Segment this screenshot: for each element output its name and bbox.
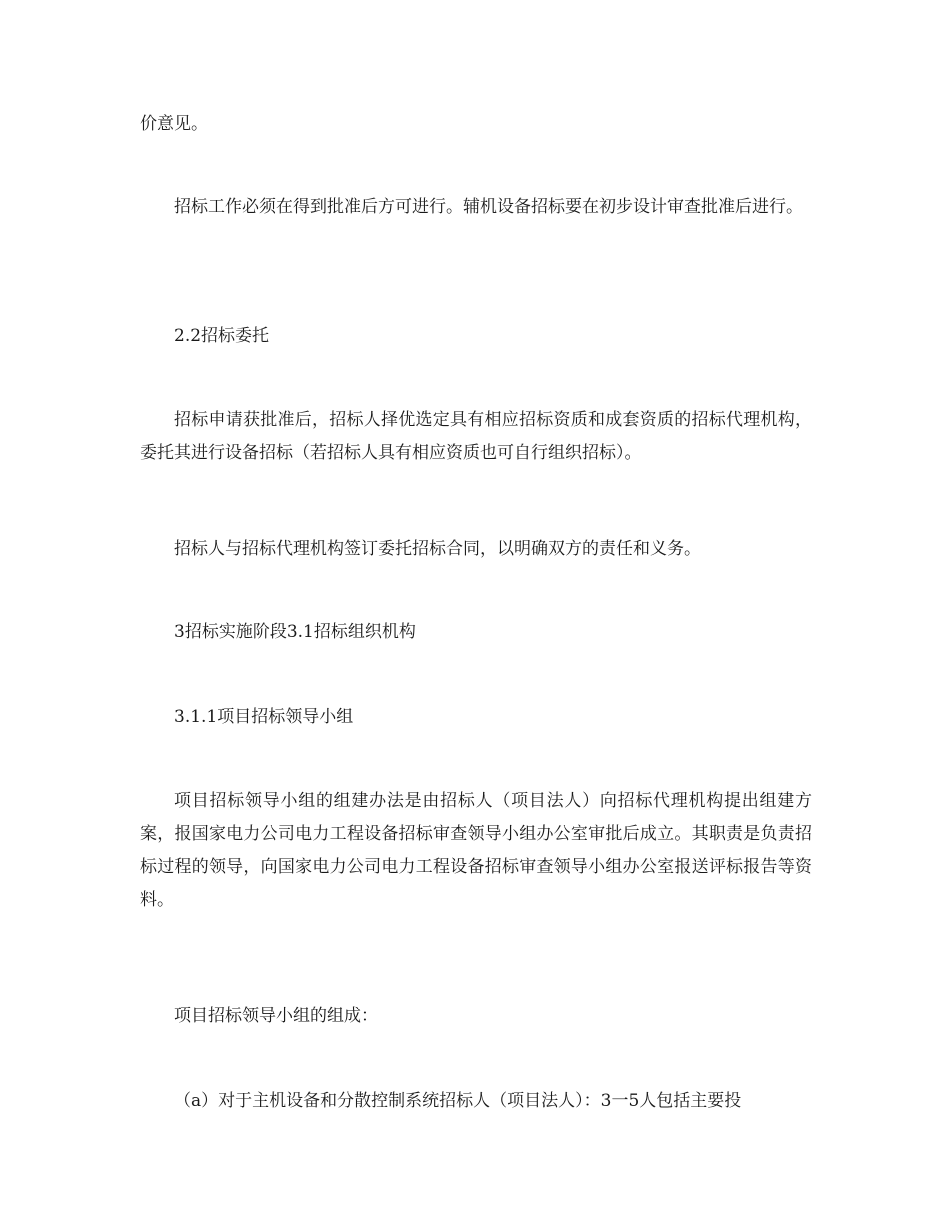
paragraph-continuation: 价意见。 bbox=[140, 114, 208, 134]
paragraph-group-composition: 项目招标领导小组的组成： bbox=[174, 1006, 378, 1026]
section-heading-3-1-1: 3.1.1项目招标领导小组 bbox=[174, 707, 354, 727]
paragraph-approval: 招标工作必须在得到批准后方可进行。辅机设备招标要在初步设计审查批准后进行。 bbox=[174, 197, 803, 217]
paragraph-contract: 招标人与招标代理机构签订委托招标合同，以明确双方的责任和义务。 bbox=[174, 539, 701, 559]
list-item-a: （a）对于主机设备和分散控制系统招标人（项目法人）：3一5人包括主要投 bbox=[174, 1091, 742, 1111]
paragraph-leadership-group: 项目招标领导小组的组建办法是由招标人（项目法人）向招标代理机构提出组建方案，报国家电力公司电力工程设备招标审查领导小组办公室审批后成立。其职责是负责招标过程的领导，向国家电力公司电力工程设备招标审查领导小组办公室报送评标报告等资料。 bbox=[140, 791, 812, 910]
paragraph-delegation: 招标申请获批准后，招标人择优选定具有相应招标资质和成套资质的招标代理机构，委托其进行设备招标（若招标人具有相应资质也可自行组织招标）。 bbox=[140, 410, 812, 463]
section-heading-2-2: 2.2招标委托 bbox=[174, 326, 270, 346]
section-heading-3-1: 3招标实施阶段3.1招标组织机构 bbox=[174, 622, 416, 642]
